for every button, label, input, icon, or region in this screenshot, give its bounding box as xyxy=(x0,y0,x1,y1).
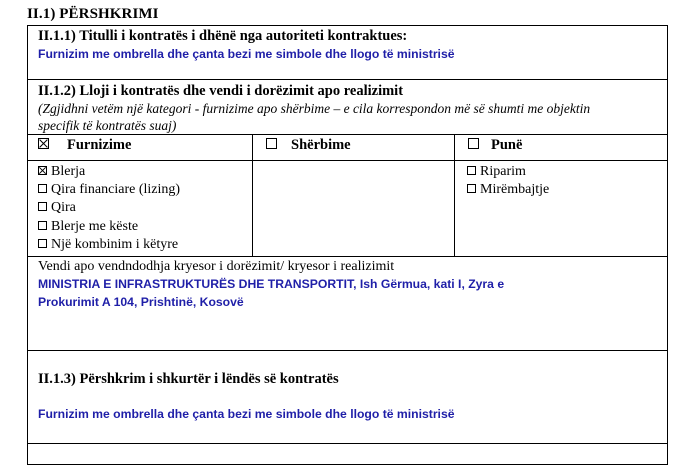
checkbox-icon[interactable] xyxy=(38,202,47,211)
title-value: Furnizim me ombrella dhe çanta bezi me simbole dhe llogo të ministrisë xyxy=(38,47,455,61)
option-blerja[interactable] xyxy=(38,164,85,180)
divider xyxy=(28,350,667,351)
option-label: Mirëmbajtje xyxy=(480,182,550,197)
divider xyxy=(28,256,667,257)
category-label: Punë xyxy=(491,137,523,153)
checkbox-icon[interactable] xyxy=(38,184,47,193)
option-kombinim[interactable] xyxy=(38,237,178,253)
option-qira[interactable] xyxy=(38,200,76,216)
location-value-line1: MINISTRIA E INFRASTRUKTURËS DHE TRANSPORTIT, Ish Gërmua, kati I, Zyra e xyxy=(38,277,505,291)
divider xyxy=(28,134,667,135)
divider xyxy=(28,79,667,80)
option-mirembajtje[interactable] xyxy=(467,182,549,198)
checkbox-icon[interactable] xyxy=(467,184,476,193)
option-label: Blerje me këste xyxy=(51,219,139,234)
location-value-line2: Prokurimit A 104, Prishtinë, Kosovë xyxy=(38,295,244,309)
option-label: Qira financiare (lizing) xyxy=(51,182,181,197)
type-note-line1: (Zgjidhni vetëm një kategori - furnizime apo shërbime – e cila korrespondon më së shumti me objektin xyxy=(38,101,591,116)
option-label: Një kombinim i këtyre xyxy=(51,237,179,252)
divider xyxy=(28,443,667,444)
title-label: II.1.1) Titulli i kontratës i dhënë nga autoriteti kontraktues: xyxy=(38,28,408,44)
category-sherbime[interactable] xyxy=(266,137,351,154)
option-qira-financiare[interactable] xyxy=(38,182,180,198)
section-heading: II.1) PËRSHKRIMI xyxy=(27,6,159,22)
option-riparim[interactable] xyxy=(467,164,526,180)
contract-form xyxy=(27,25,668,465)
checkbox-checked-icon[interactable] xyxy=(38,138,49,149)
category-furnizime[interactable] xyxy=(38,137,131,154)
checkbox-checked-icon[interactable] xyxy=(38,166,47,175)
option-label: Blerja xyxy=(51,164,86,179)
checkbox-icon[interactable] xyxy=(468,138,479,149)
checkbox-icon[interactable] xyxy=(38,221,47,230)
option-label: Riparim xyxy=(480,164,526,179)
category-label: Shërbime xyxy=(291,137,351,153)
option-blerje-me-keste[interactable] xyxy=(38,219,138,235)
type-label: II.1.2) Lloji i kontratës dhe vendi i dorëzimit apo realizimit xyxy=(38,83,404,99)
category-label: Furnizime xyxy=(67,137,132,153)
divider xyxy=(28,160,667,161)
type-note-line2: specifik të kontratës suaj) xyxy=(38,118,177,133)
checkbox-icon[interactable] xyxy=(467,166,476,175)
location-label: Vendi apo vendndodhja kryesor i dorëzimit/ kryesor i realizimit xyxy=(38,259,395,274)
column-divider xyxy=(454,134,455,256)
category-pune[interactable] xyxy=(468,137,522,154)
checkbox-icon[interactable] xyxy=(38,239,47,248)
column-divider xyxy=(252,134,253,256)
option-label: Qira xyxy=(51,200,76,215)
checkbox-icon[interactable] xyxy=(266,138,277,149)
description-label: II.1.3) Përshkrim i shkurtër i lëndës së kontratës xyxy=(38,371,339,387)
description-value: Furnizim me ombrella dhe çanta bezi me simbole dhe llogo të ministrisë xyxy=(38,407,455,421)
